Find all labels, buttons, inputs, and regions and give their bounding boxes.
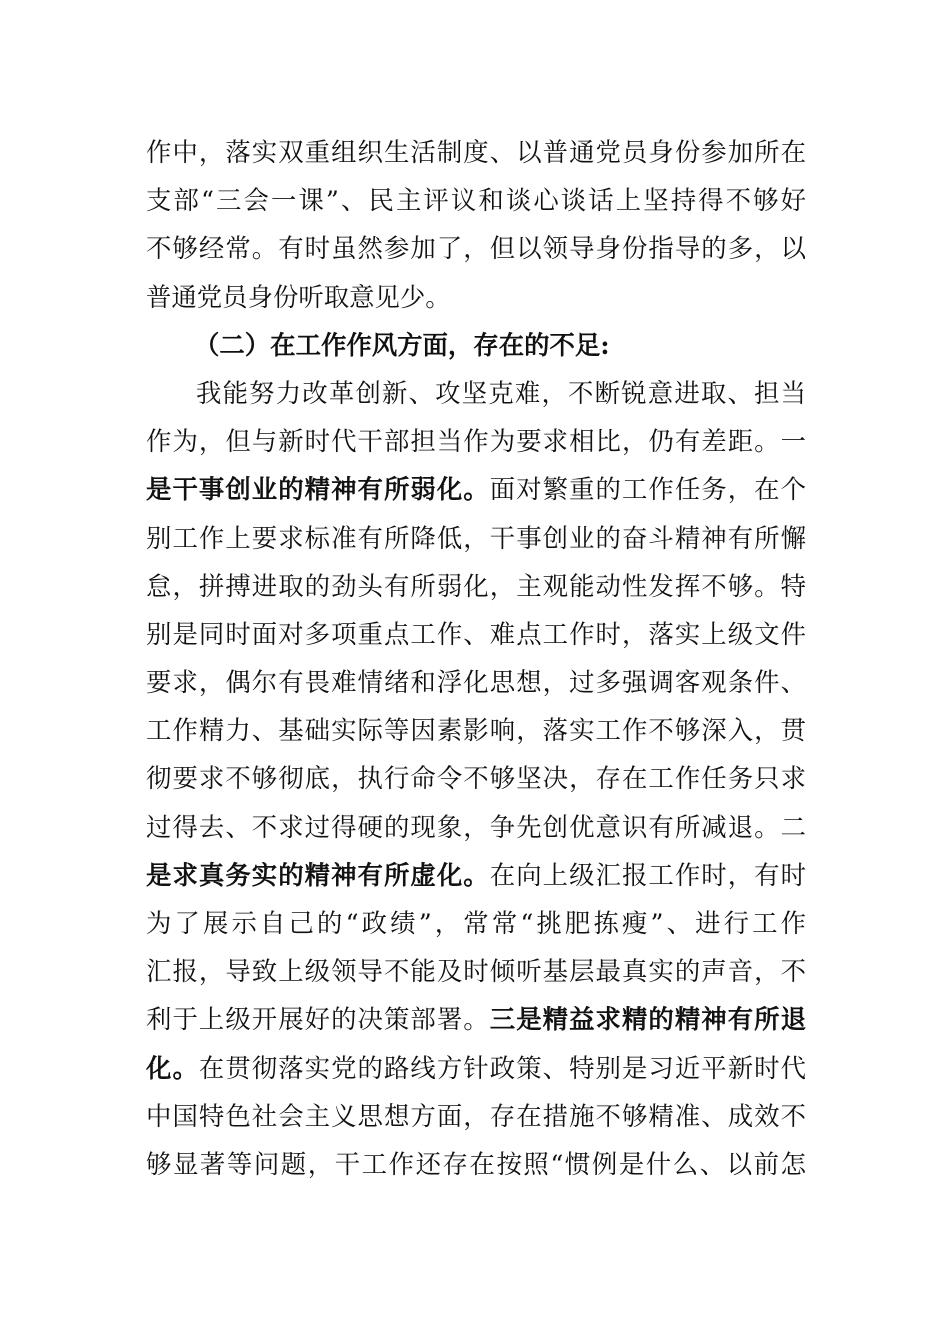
text-line: 支部“三会一课”、民主评议和谈心谈话上坚持得不够好 [146, 185, 806, 216]
text-line: 普通党员身份听取意见少。 [146, 281, 451, 312]
text-line: 彻要求不够彻底，执行命令不够坚决，存在工作任务只求 [146, 763, 806, 794]
text-line: 汇报，导致上级领导不能及时倾听基层最真实的声音，不 [146, 956, 806, 987]
text-line: 我能努力改革创新、攻坚克难，不断锐意进取、担当 [196, 377, 806, 408]
text-line: 过得去、不求过得硬的现象，争先创优意识有所减退。二 [146, 811, 806, 842]
bold-point-title: 是求真务实的精神有所虚化。 [146, 859, 490, 890]
text-line: 别是同时面对多项重点工作、难点工作时，落实上级文件 [146, 618, 806, 649]
text-line: 怠，拼搏进取的劲头有所弱化，主观能动性发挥不够。特 [146, 570, 806, 601]
text-line: 是求真务实的精神有所虚化。在向上级汇报工作时，有时 [146, 859, 806, 890]
text-line: 作中，落实双重组织生活制度、以普通党员身份参加所在 [146, 137, 806, 167]
text-line: 要求，偶尔有畏难情绪和浮化思想，过多强调客观条件、 [146, 667, 806, 698]
text-line: 够显著等问题，干工作还存在按照“惯例是什么、以前怎 [146, 1148, 806, 1179]
text-line: 中国特色社会主义思想方面，存在措施不够精准、成效不 [146, 1100, 806, 1131]
text-line: 利于上级开展好的决策部署。三是精益求精的精神有所退 [146, 1004, 806, 1035]
bold-point-title: 是干事创业的精神有所弱化。 [146, 474, 490, 505]
text-line: 作为，但与新时代干部担当作为要求相比，仍有差距。一 [146, 426, 806, 457]
text-line: 化。在贯彻落实党的路线方针政策、特别是习近平新时代 [146, 1052, 806, 1083]
text-line: 别工作上要求标准有所降低，干事创业的奋斗精神有所懈 [146, 522, 806, 553]
bold-point-title: 化。 [146, 1052, 199, 1083]
body-text [146, 128, 806, 1188]
bold-point-title: 三是精益求精的精神有所退 [489, 1004, 806, 1035]
text-line: 不够经常。有时虽然参加了，但以领导身份指导的多，以 [146, 233, 806, 264]
text-line: 为了展示自己的“政绩”，常常“挑肥拣瘦”、进行工作 [146, 908, 806, 938]
text-line: 是干事创业的精神有所弱化。面对繁重的工作任务，在个 [146, 474, 806, 505]
text-line: 工作精力、基础实际等因素影响，落实工作不够深入，贯 [146, 715, 806, 746]
section-heading: （二）在工作作风方面，存在的不足: [194, 329, 610, 360]
